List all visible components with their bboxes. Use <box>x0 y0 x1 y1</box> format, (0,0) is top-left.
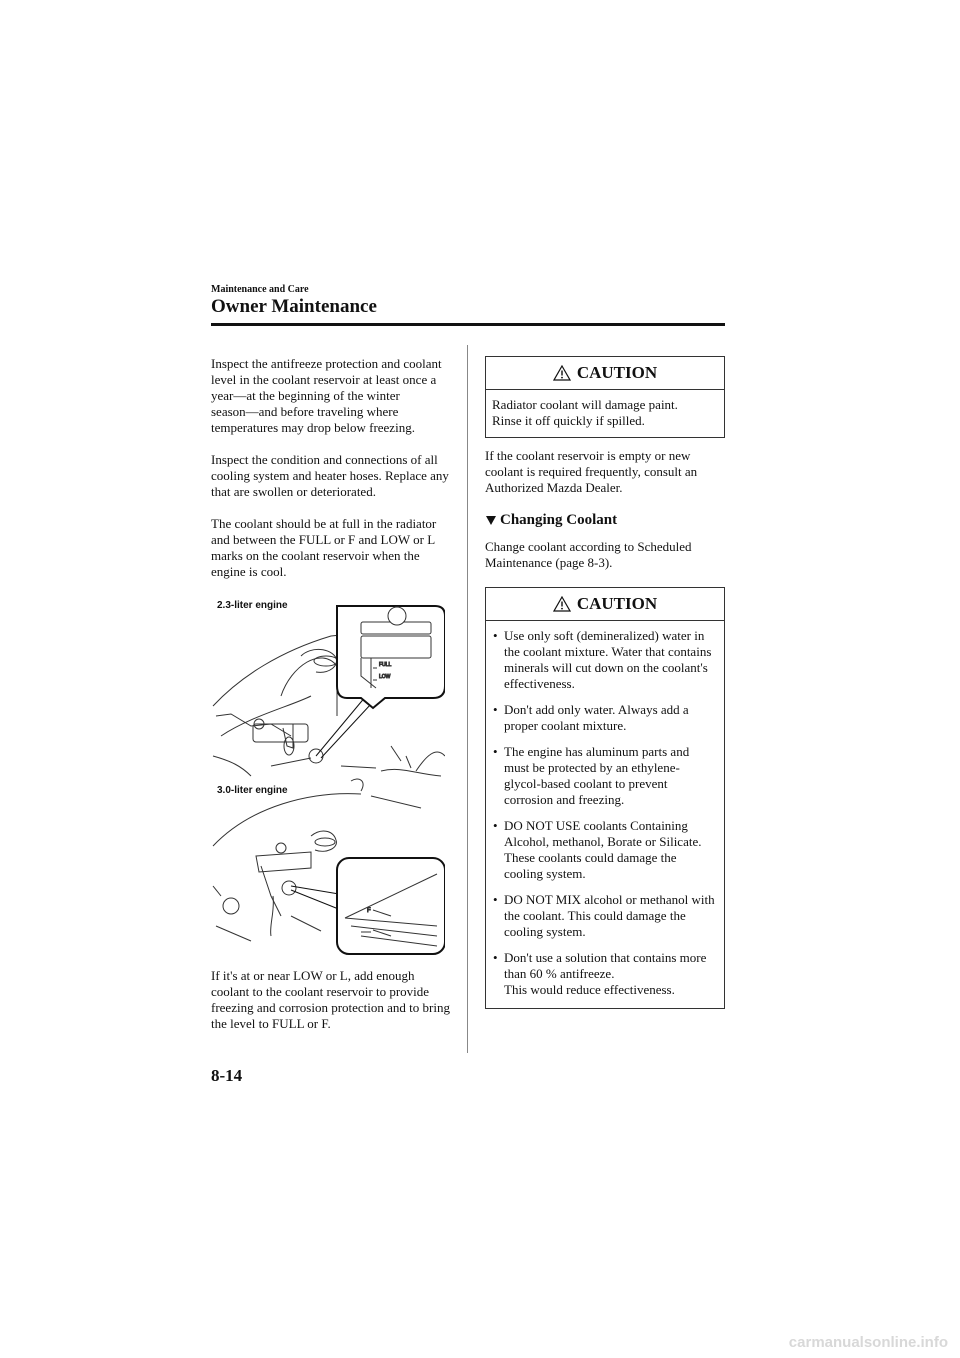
coolant-reservoir-figure <box>211 596 445 958</box>
caution-body <box>486 621 724 1008</box>
engine-illustration <box>211 596 445 958</box>
figure-label-2-3-liter: 2.3-liter engine <box>217 600 288 611</box>
caution-heading: CAUTION <box>576 594 658 613</box>
paragraph-inspect-antifreeze: Inspect the antifreeze protection and coolant level in the coolant reservoir at least once a year―at the beginning of the winter season―and before traveling where temperatures may drop below freezing. <box>211 356 442 435</box>
paragraph-add-coolant: If it's at or near LOW or L, add enough coolant to the coolant reservoir to provide freezing and corrosion protection and to bring the level to FULL or F. <box>211 968 450 1031</box>
figure-label-3-0-liter: 3.0-liter engine <box>217 785 288 796</box>
right-column <box>485 356 725 1019</box>
caution-item: • Don't use a solution that contains more than 60 % antifreeze. This would reduce effectiveness. <box>492 950 716 998</box>
caution-body: Radiator coolant will damage paint. Rinse it off quickly if spilled. <box>492 397 678 428</box>
paragraph-coolant-level: The coolant should be at full in the radiator and between the FULL or F and LOW or L marks on the coolant reservoir when the engine is cool. <box>211 516 437 579</box>
subheading-changing-coolant <box>485 512 725 529</box>
warning-triangle-icon <box>553 596 571 612</box>
page-title: Owner Maintenance <box>211 296 377 317</box>
caution-list <box>492 628 716 998</box>
left-column <box>211 356 451 1048</box>
subheading-text: Changing Coolant <box>500 512 618 528</box>
warning-triangle-icon <box>553 365 571 381</box>
f-mark: F <box>367 908 371 914</box>
caution-item: • DO NOT MIX alcohol or methanol with the coolant. This could damage the cooling system. <box>492 892 716 940</box>
column-divider <box>467 345 468 1053</box>
paragraph-change-coolant: Change coolant according to Scheduled Maintenance (page 8-3). <box>485 539 692 570</box>
low-mark: LOW <box>379 674 391 680</box>
caution-heading: CAUTION <box>576 363 658 382</box>
caution-box-coolant <box>485 587 725 1009</box>
paragraph-consult-dealer: If the coolant reservoir is empty or new coolant is required frequently, consult an Authorized Mazda Dealer. <box>485 448 698 495</box>
caution-item: • DO NOT USE coolants Containing Alcohol, methanol, Borate or Silicate. These coolants could damage the cooling system. <box>492 818 716 882</box>
caution-header <box>486 357 724 390</box>
down-triangle-icon <box>485 515 497 526</box>
title-rule <box>211 323 725 326</box>
section-label: Maintenance and Care <box>211 284 309 295</box>
caution-header <box>486 588 724 621</box>
page-number: 8-14 <box>211 1066 243 1085</box>
caution-item: • The engine has aluminum parts and must be protected by an ethylene-glycol-based coolant to prevent corrosion and freezing. <box>492 744 716 808</box>
caution-item: • Use only soft (demineralized) water in the coolant mixture. Water that contains minerals will cut down on the coolant's effectiveness. <box>492 628 716 692</box>
full-mark: FULL <box>379 662 392 668</box>
watermark: carmanualsonline.info <box>788 1334 948 1351</box>
paragraph-inspect-hoses: Inspect the condition and connections of all cooling system and heater hoses. Replace any that are swollen or deteriorated. <box>211 452 449 499</box>
caution-box-paint <box>485 356 725 438</box>
caution-item: • Don't add only water. Always add a proper coolant mixture. <box>492 702 716 734</box>
